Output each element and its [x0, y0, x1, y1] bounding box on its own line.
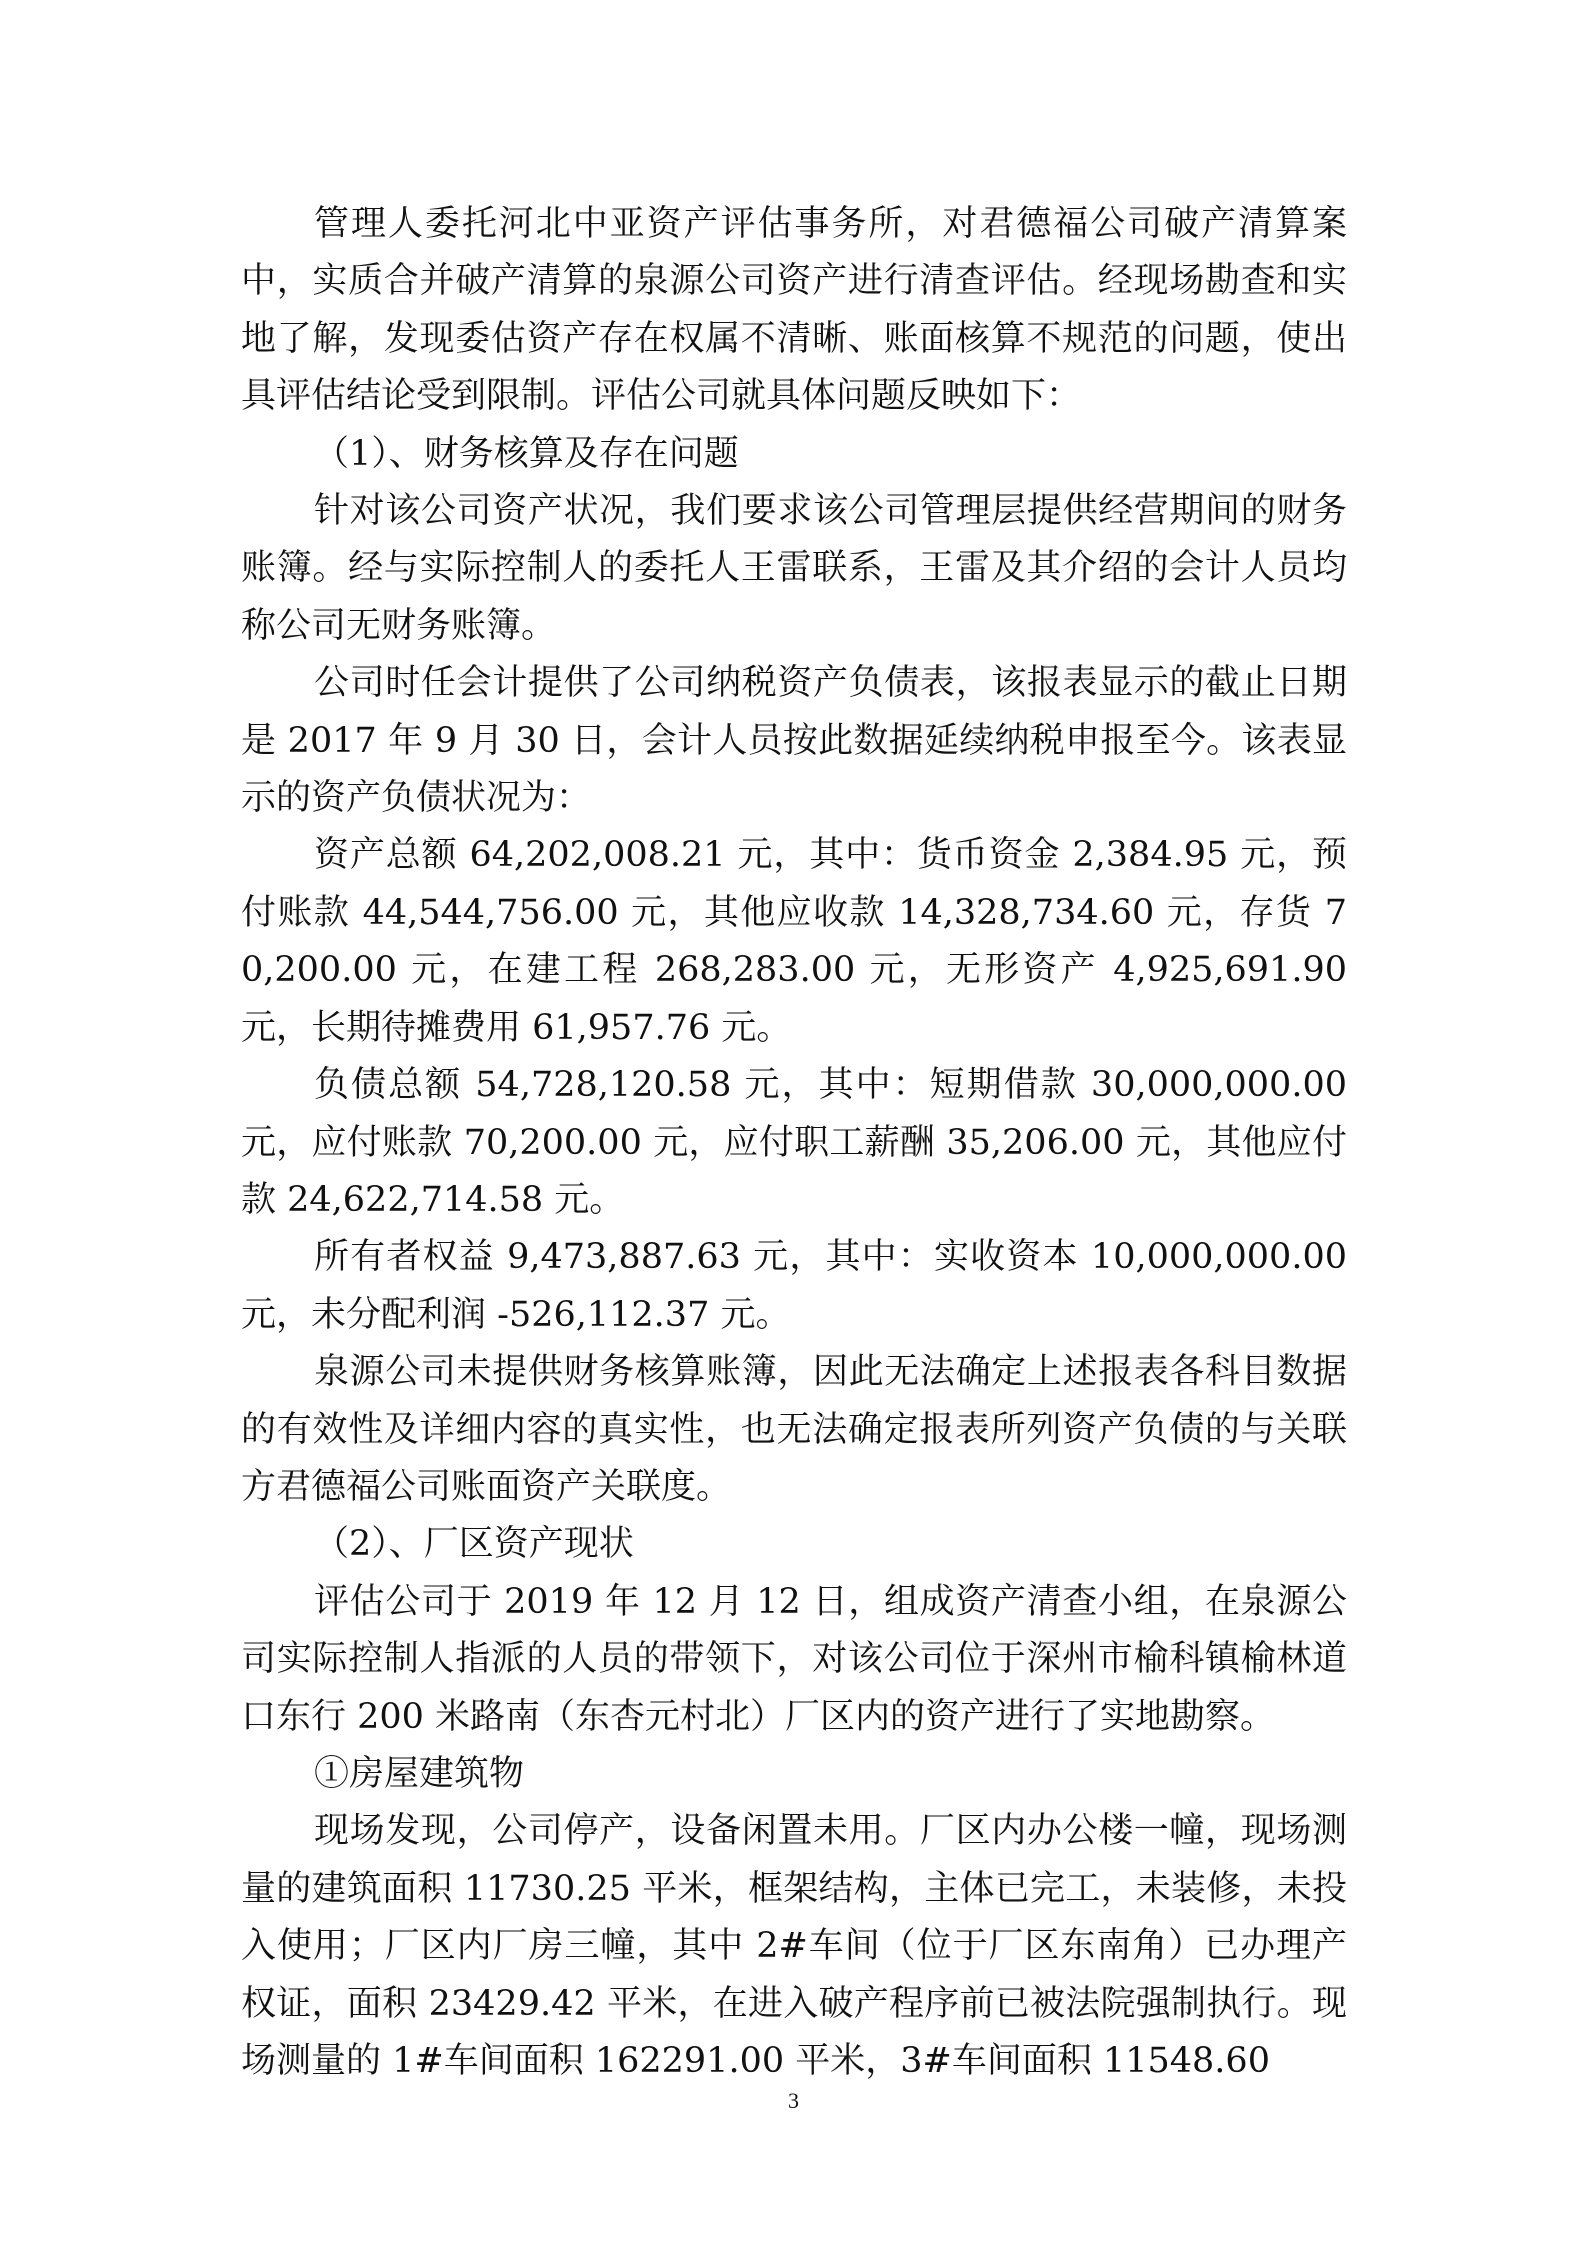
paragraph-site-inspection: 评估公司于 2019 年 12 月 12 日，组成资产清查小组，在泉源公司实际控制人指派的人员的带领下，对该公司位于深州市榆科镇榆林道口东行 200 米路南（东杏元村北）厂区内的资产进行了实地勘察。: [241, 1581, 1347, 1737]
section-heading-financial: （1）、财务核算及存在问题: [314, 433, 739, 474]
section-heading-plant-assets: （2）、厂区资产现状: [314, 1524, 634, 1565]
paragraph-owners-equity: 所有者权益 9,473,887.63 元，其中：实收资本 10,000,000.00 元，未分配利润 -526,112.37 元。: [241, 1237, 1347, 1335]
paragraph-account-books: 针对该公司资产状况，我们要求该公司管理层提供经营期间的财务账簿。经与实际控制人的委托人王雷联系，王雷及其介绍的会计人员均称公司无财务账簿。: [241, 491, 1347, 646]
paragraph-intro: 管理人委托河北中亚资产评估事务所，对君德福公司破产清算案中，实质合并破产清算的泉源公司资产进行清查评估。经现场勘查和实地了解，发现委估资产存在权属不清晰、账面核算不规范的问题，使出具评估结论受到限制。评估公司就具体问题反映如下：: [241, 204, 1347, 417]
subsection-heading-buildings: ①房屋建筑物: [314, 1753, 525, 1794]
paragraph-no-books-conclusion: 泉源公司未提供财务核算账簿，因此无法确定上述报表各科目数据的有效性及详细内容的真实性，也无法确定报表所列资产负债的与关联方君德福公司账面资产关联度。: [241, 1352, 1347, 1507]
paragraph-buildings-detail: 现场发现，公司停产，设备闲置未用。厂区内办公楼一幢，现场测量的建筑面积 11730.25 平米，框架结构，主体已完工，未装修，未投入使用；厂区内厂房三幢，其中 2#车间（位于厂区东南角）已办理产权证，面积 23429.42 平米，在进入破产程序前已被法院强制执行。现场测量的 1#车间面积 162291.00 平米，3#车间面积 11548.60: [241, 1811, 1347, 2081]
paragraph-total-assets: 资产总额 64,202,008.21 元，其中：货币资金 2,384.95 元，预付账款 44,544,756.00 元，其他应收款 14,328,734.60 元，存货 70,200.00 元，在建工程 268,283.00 元，无形资产 4,925,691.90 元，长期待摊费用 61,957.76 元。: [241, 835, 1347, 1048]
page-number: 3: [788, 2088, 799, 2113]
paragraph-tax-balance-sheet: 公司时任会计提供了公司纳税资产负债表，该报表显示的截止日期是 2017 年 9 月 30 日，会计人员按此数据延续纳税申报至今。该表显示的资产负债状况为：: [241, 663, 1347, 819]
document-body: [241, 196, 1347, 2090]
paragraph-total-liabilities: 负债总额 54,728,120.58 元，其中：短期借款 30,000,000.00 元，应付账款 70,200.00 元，应付职工薪酬 35,206.00 元，其他应付款 24,622,714.58 元。: [241, 1065, 1347, 1220]
